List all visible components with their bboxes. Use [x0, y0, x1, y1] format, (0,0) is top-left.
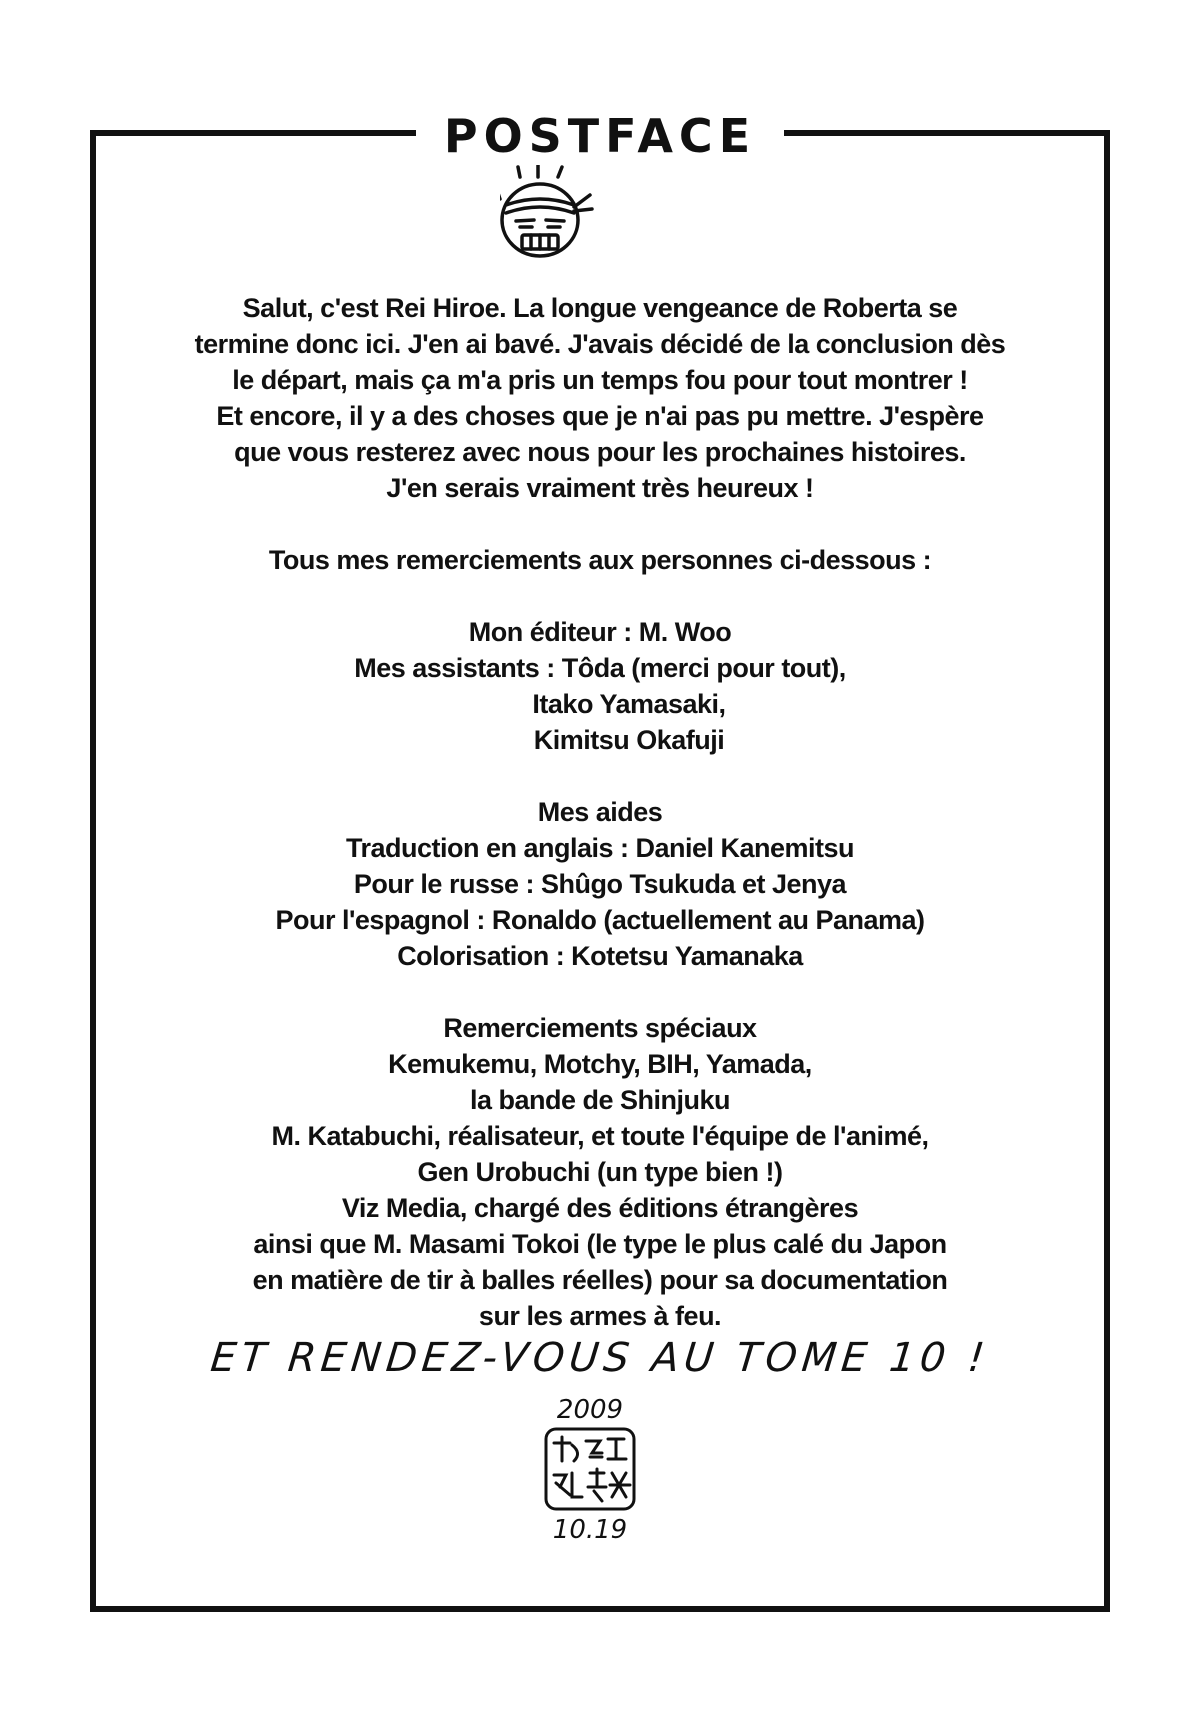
helpers-credits	[160, 794, 1040, 974]
signature-year: 2009	[556, 1395, 624, 1425]
helper-credit: Pour le russe : Shûgo Tsukuda et Jenya	[353, 869, 847, 899]
special-thanks-line: Gen Urobuchi (un type bien !)	[417, 1157, 783, 1187]
author-signature	[520, 1395, 660, 1545]
intro-paragraph	[160, 290, 1040, 506]
intro-line: J'en serais vraiment très heureux !	[386, 473, 814, 503]
assistants-credit: Mes assistants : Tôda (merci pour tout),	[354, 653, 846, 683]
intro-line: Et encore, il y a des choses que je n'ai pas pu mettre. J'espère	[216, 401, 984, 431]
special-thanks-heading: Remerciements spéciaux	[443, 1013, 757, 1043]
helper-credit: Colorisation : Kotetsu Yamanaka	[397, 941, 803, 971]
signature-seal-icon	[542, 1425, 638, 1513]
editor-credit: Mon éditeur : M. Woo	[468, 617, 732, 647]
intro-line: le départ, mais ça m'a pris un temps fou pour tout montrer !	[232, 365, 968, 395]
special-thanks-line: Viz Media, chargé des éditions étrangères	[341, 1193, 859, 1223]
assistant-name: Kimitsu Okafuji	[533, 725, 725, 755]
special-thanks-line: ainsi que M. Masami Tokoi (le type le plus calé du Japon	[253, 1229, 947, 1259]
special-thanks-line: Kemukemu, Motchy, BIH, Yamada,	[388, 1049, 812, 1079]
signature-date: 10.19	[552, 1515, 628, 1545]
special-thanks-line: M. Katabuchi, réalisateur, et toute l'équipe de l'animé,	[271, 1121, 929, 1151]
title-container	[0, 108, 1200, 164]
cartoon-face-icon	[500, 165, 640, 285]
special-thanks-line: sur les armes à feu.	[478, 1301, 722, 1331]
intro-line: que vous resterez avec nous pour les prochaines histoires.	[234, 437, 966, 467]
postface-body	[160, 290, 1040, 1334]
closing-handwritten-note: ET RENDEZ-VOUS AU TOME 10 !	[208, 1335, 992, 1381]
special-thanks	[160, 1010, 1040, 1334]
special-thanks-line: la bande de Shinjuku	[469, 1085, 731, 1115]
staff-credits	[160, 614, 1040, 758]
helpers-heading: Mes aides	[537, 797, 663, 827]
special-thanks-line: en matière de tir à balles réelles) pour sa documentation	[252, 1265, 948, 1295]
thanks-heading: Tous mes remerciements aux personnes ci-dessous :	[268, 545, 932, 575]
intro-line: termine donc ici. J'en ai bavé. J'avais décidé de la conclusion dès	[194, 329, 1006, 359]
page-title: POSTFACE	[416, 108, 784, 164]
helper-credit: Pour l'espagnol : Ronaldo (actuellement au Panama)	[275, 905, 925, 935]
helper-credit: Traduction en anglais : Daniel Kanemitsu	[345, 833, 855, 863]
intro-line: Salut, c'est Rei Hiroe. La longue vengeance de Roberta se	[242, 293, 958, 323]
assistant-name: Itako Yamasaki,	[532, 689, 726, 719]
